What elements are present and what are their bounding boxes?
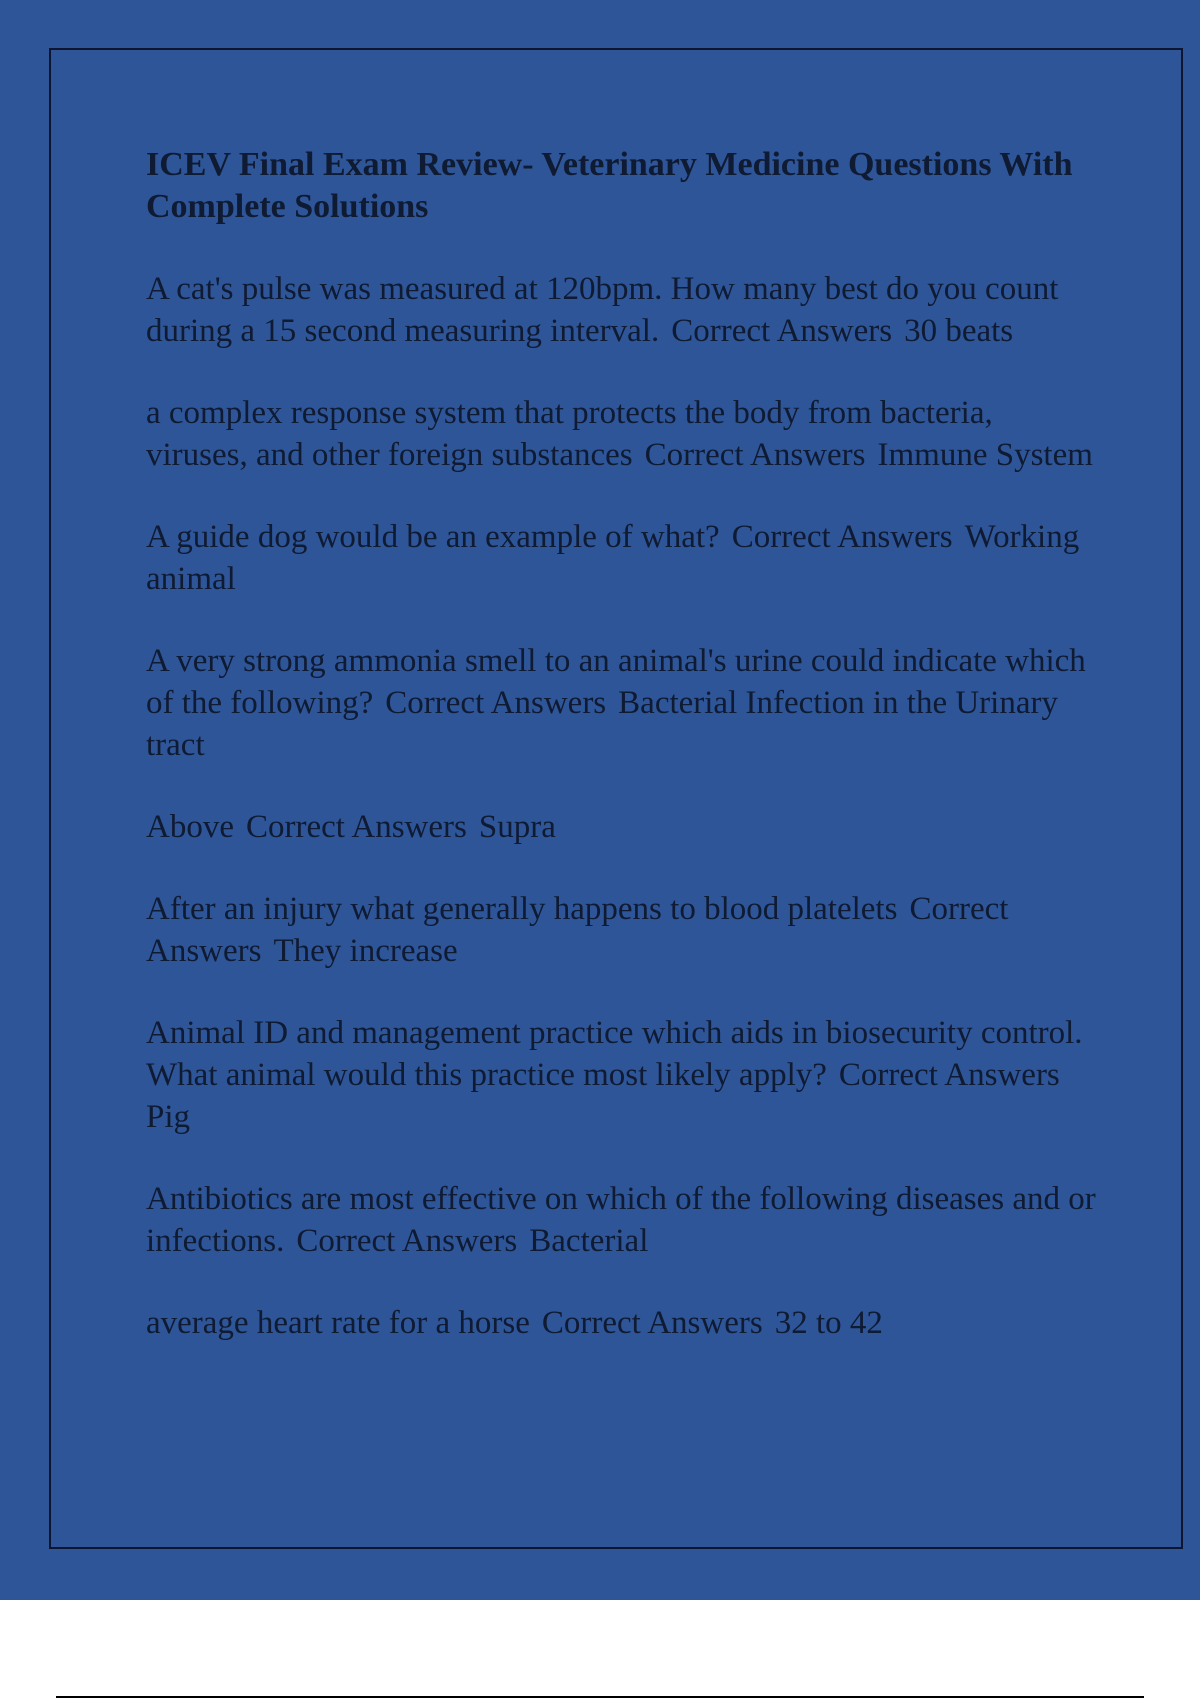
question-text: average heart rate for a horse (146, 1305, 530, 1341)
answer-label: Correct Answers (245, 809, 467, 845)
answer-text: Working animal (146, 519, 1080, 597)
answer-text: Pig (146, 1099, 191, 1135)
answer-label: Correct Answers (731, 519, 953, 555)
answer-text: 32 to 42 (774, 1305, 883, 1341)
qa-item (146, 268, 1096, 352)
answer-label: Correct Answers (838, 1057, 1060, 1093)
question-text: A cat's pulse was measured at 120bpm. How many best do you count during a 15 second measuring interval. (146, 271, 1059, 349)
bottom-divider (56, 1696, 1144, 1698)
answer-text: Bacterial Infection in the Urinary tract (146, 685, 1058, 763)
qa-item (146, 1302, 1096, 1344)
answer-text: They increase (273, 933, 458, 969)
answer-text: 30 beats (904, 313, 1014, 349)
qa-item (146, 392, 1096, 476)
question-text: Animal ID and management practice which aids in biosecurity control. What animal would this practice most likely apply? (146, 1015, 1083, 1093)
document-content (146, 144, 1096, 1384)
question-text: Above (146, 809, 234, 845)
answer-label: Correct Answers (296, 1223, 518, 1259)
answer-label: Correct Answers (146, 891, 1009, 969)
answer-text: Immune System (877, 437, 1093, 473)
question-text: Antibiotics are most effective on which of the following diseases and or infections. (146, 1181, 1096, 1259)
qa-item (146, 1178, 1096, 1262)
qa-item (146, 806, 1096, 848)
qa-item (146, 640, 1096, 766)
question-text: a complex response system that protects the body from bacteria, viruses, and other foreign substances (146, 395, 993, 473)
qa-item (146, 516, 1096, 600)
answer-label: Correct Answers (541, 1305, 763, 1341)
question-text: A guide dog would be an example of what? (146, 519, 720, 555)
answer-label: Correct Answers (671, 313, 893, 349)
answer-text: Bacterial (529, 1223, 649, 1259)
qa-item (146, 888, 1096, 972)
qa-item (146, 1012, 1096, 1138)
answer-text: Supra (478, 809, 556, 845)
answer-label: Correct Answers (644, 437, 866, 473)
answer-label: Correct Answers (385, 685, 607, 721)
document-title: ICEV Final Exam Review- Veterinary Medicine Questions With Complete Solutions (146, 146, 1073, 225)
question-text: A very strong ammonia smell to an animal's urine could indicate which of the following? (146, 643, 1086, 721)
question-text: After an injury what generally happens to blood platelets (146, 891, 898, 927)
